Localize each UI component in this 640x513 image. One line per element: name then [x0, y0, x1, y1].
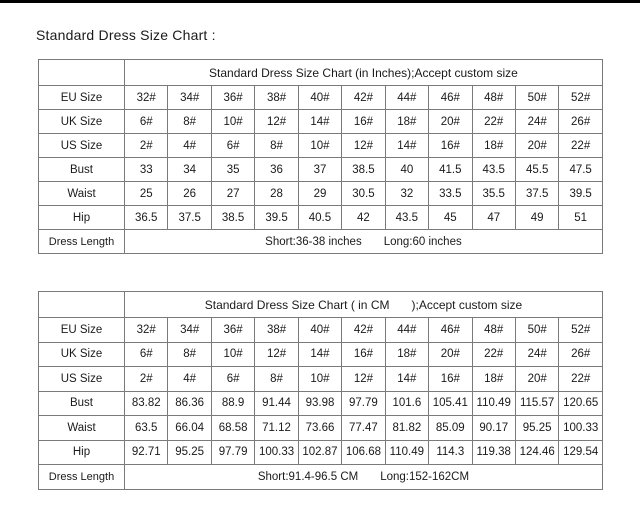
- size-cell: 6#: [125, 110, 168, 134]
- size-cell: 16#: [429, 134, 472, 158]
- measure-cell: 110.49: [472, 391, 515, 416]
- size-cell: 22#: [472, 110, 515, 134]
- table-row: [39, 182, 603, 206]
- size-cell: 6#: [211, 367, 254, 392]
- measure-cell: 102.87: [298, 440, 341, 465]
- page-title: Standard Dress Size Chart :: [36, 27, 216, 43]
- measure-cell: 35.5: [472, 182, 515, 206]
- measure-cell: 41.5: [429, 158, 472, 182]
- measure-cell: 77.47: [342, 416, 385, 441]
- measure-cell: 43.5: [385, 206, 428, 230]
- size-cell: 42#: [342, 86, 385, 110]
- measure-cell: 40: [385, 158, 428, 182]
- row-label: Waist: [39, 416, 125, 441]
- measure-cell: 97.79: [342, 391, 385, 416]
- corner-cell: [39, 60, 125, 86]
- measure-cell: 95.25: [168, 440, 211, 465]
- table-row: [39, 206, 603, 230]
- size-cell: 36#: [211, 318, 254, 343]
- measure-cell: 101.6: [385, 391, 428, 416]
- size-cell: 4#: [168, 134, 211, 158]
- measure-cell: 97.79: [211, 440, 254, 465]
- size-cell: 22#: [559, 367, 603, 392]
- measure-cell: 68.58: [211, 416, 254, 441]
- measure-cell: 38.5: [342, 158, 385, 182]
- row-label: US Size: [39, 134, 125, 158]
- table-row: [39, 86, 603, 110]
- top-border: [0, 0, 640, 3]
- size-cell: 8#: [255, 134, 298, 158]
- measure-cell: 73.66: [298, 416, 341, 441]
- size-cell: 2#: [125, 134, 168, 158]
- size-chart-inches: [38, 59, 603, 254]
- row-label: US Size: [39, 367, 125, 392]
- measure-cell: 85.09: [429, 416, 472, 441]
- dress-length-long: Long:60 inches: [383, 235, 462, 248]
- row-label: Waist: [39, 182, 125, 206]
- measure-cell: 119.38: [472, 440, 515, 465]
- size-cell: 40#: [298, 318, 341, 343]
- size-cell: 20#: [429, 110, 472, 134]
- measure-cell: 29: [298, 182, 341, 206]
- size-cell: 40#: [298, 86, 341, 110]
- row-label: Hip: [39, 440, 125, 465]
- table-row: [39, 134, 603, 158]
- size-cell: 48#: [472, 318, 515, 343]
- size-cell: 16#: [342, 110, 385, 134]
- size-cell: 34#: [168, 318, 211, 343]
- measure-cell: 114.3: [429, 440, 472, 465]
- measure-cell: 91.44: [255, 391, 298, 416]
- measure-cell: 27: [211, 182, 254, 206]
- size-cell: 32#: [125, 86, 168, 110]
- chart-caption: [125, 292, 603, 318]
- dress-length-row: [39, 230, 603, 254]
- measure-cell: 37.5: [515, 182, 558, 206]
- chart-caption: Standard Dress Size Chart (in Inches);Accept custom size: [125, 60, 603, 86]
- measure-cell: 49: [515, 206, 558, 230]
- row-label: Hip: [39, 206, 125, 230]
- dress-length-short: Short:91.4-96.5 CM: [257, 470, 359, 483]
- measure-cell: 124.46: [515, 440, 558, 465]
- measure-cell: 71.12: [255, 416, 298, 441]
- size-cell: 22#: [472, 342, 515, 367]
- size-cell: 24#: [515, 110, 558, 134]
- size-chart-cm: [38, 291, 603, 490]
- size-cell: 50#: [515, 86, 558, 110]
- dress-length-value: [125, 465, 603, 490]
- size-cell: 20#: [429, 342, 472, 367]
- size-cell: 8#: [168, 110, 211, 134]
- chart-caption-part1: Standard Dress Size Chart ( in CM: [204, 297, 390, 312]
- row-label: Bust: [39, 391, 125, 416]
- measure-cell: 40.5: [298, 206, 341, 230]
- size-cell: 16#: [429, 367, 472, 392]
- size-cell: 14#: [385, 134, 428, 158]
- table-row: [39, 342, 603, 367]
- row-label: EU Size: [39, 86, 125, 110]
- dress-length-row: [39, 465, 603, 490]
- size-cell: 20#: [515, 367, 558, 392]
- size-cell: 52#: [559, 318, 603, 343]
- size-cell: 26#: [559, 342, 603, 367]
- measure-cell: 34: [168, 158, 211, 182]
- measure-cell: 37.5: [168, 206, 211, 230]
- size-cell: 38#: [255, 86, 298, 110]
- measure-cell: 33: [125, 158, 168, 182]
- measure-cell: 63.5: [125, 416, 168, 441]
- measure-cell: 100.33: [559, 416, 603, 441]
- measure-cell: 30.5: [342, 182, 385, 206]
- size-cell: 2#: [125, 367, 168, 392]
- measure-cell: 115.57: [515, 391, 558, 416]
- size-cell: 10#: [211, 342, 254, 367]
- dress-length-value: [125, 230, 603, 254]
- measure-cell: 35: [211, 158, 254, 182]
- size-cell: 52#: [559, 86, 603, 110]
- measure-cell: 25: [125, 182, 168, 206]
- size-cell: 8#: [168, 342, 211, 367]
- size-cell: 4#: [168, 367, 211, 392]
- size-cell: 20#: [515, 134, 558, 158]
- dress-length-label: Dress Length: [39, 230, 125, 254]
- size-cell: 10#: [298, 367, 341, 392]
- size-cell: 10#: [211, 110, 254, 134]
- dress-length-long: Long:152-162CM: [380, 470, 470, 483]
- measure-cell: 83.82: [125, 391, 168, 416]
- size-cell: 18#: [385, 342, 428, 367]
- measure-cell: 95.25: [515, 416, 558, 441]
- table-row: [39, 367, 603, 392]
- measure-cell: 33.5: [429, 182, 472, 206]
- measure-cell: 45: [429, 206, 472, 230]
- measure-cell: 36.5: [125, 206, 168, 230]
- size-cell: 12#: [342, 134, 385, 158]
- size-cell: 36#: [211, 86, 254, 110]
- measure-cell: 106.68: [342, 440, 385, 465]
- size-cell: 48#: [472, 86, 515, 110]
- size-cell: 16#: [342, 342, 385, 367]
- size-cell: 46#: [429, 318, 472, 343]
- measure-cell: 45.5: [515, 158, 558, 182]
- corner-cell: [39, 292, 125, 318]
- size-cell: 24#: [515, 342, 558, 367]
- table-row: [39, 318, 603, 343]
- measure-cell: 100.33: [255, 440, 298, 465]
- chart-caption-part2: );Accept custom size: [411, 297, 523, 312]
- measure-cell: 32: [385, 182, 428, 206]
- table-row: [39, 440, 603, 465]
- measure-cell: 51: [559, 206, 603, 230]
- size-cell: 12#: [255, 110, 298, 134]
- measure-cell: 66.04: [168, 416, 211, 441]
- size-cell: 12#: [255, 342, 298, 367]
- measure-cell: 110.49: [385, 440, 428, 465]
- measure-cell: 92.71: [125, 440, 168, 465]
- size-cell: 46#: [429, 86, 472, 110]
- size-cell: 6#: [125, 342, 168, 367]
- size-cell: 44#: [385, 86, 428, 110]
- measure-cell: 81.82: [385, 416, 428, 441]
- measure-cell: 38.5: [211, 206, 254, 230]
- measure-cell: 86.36: [168, 391, 211, 416]
- size-cell: 18#: [385, 110, 428, 134]
- measure-cell: 88.9: [211, 391, 254, 416]
- table-row: [39, 158, 603, 182]
- size-cell: 12#: [342, 367, 385, 392]
- size-cell: 44#: [385, 318, 428, 343]
- size-cell: 18#: [472, 367, 515, 392]
- size-cell: 26#: [559, 110, 603, 134]
- measure-cell: 37: [298, 158, 341, 182]
- measure-cell: 105.41: [429, 391, 472, 416]
- size-cell: 18#: [472, 134, 515, 158]
- measure-cell: 26: [168, 182, 211, 206]
- size-cell: 38#: [255, 318, 298, 343]
- size-cell: 42#: [342, 318, 385, 343]
- measure-cell: 39.5: [559, 182, 603, 206]
- measure-cell: 47: [472, 206, 515, 230]
- dress-length-short: Short:36-38 inches: [265, 235, 362, 248]
- size-cell: 14#: [385, 367, 428, 392]
- measure-cell: 90.17: [472, 416, 515, 441]
- size-cell: 50#: [515, 318, 558, 343]
- measure-cell: 28: [255, 182, 298, 206]
- row-label: UK Size: [39, 110, 125, 134]
- measure-cell: 93.98: [298, 391, 341, 416]
- table-row: [39, 391, 603, 416]
- size-cell: 34#: [168, 86, 211, 110]
- measure-cell: 47.5: [559, 158, 603, 182]
- dress-length-label: Dress Length: [39, 465, 125, 490]
- measure-cell: 120.65: [559, 391, 603, 416]
- measure-cell: 129.54: [559, 440, 603, 465]
- size-cell: 14#: [298, 342, 341, 367]
- row-label: EU Size: [39, 318, 125, 343]
- size-cell: 32#: [125, 318, 168, 343]
- row-label: UK Size: [39, 342, 125, 367]
- measure-cell: 39.5: [255, 206, 298, 230]
- size-cell: 22#: [559, 134, 603, 158]
- size-cell: 6#: [211, 134, 254, 158]
- size-cell: 10#: [298, 134, 341, 158]
- measure-cell: 36: [255, 158, 298, 182]
- size-cell: 14#: [298, 110, 341, 134]
- table-row: [39, 110, 603, 134]
- table-row: [39, 416, 603, 441]
- size-cell: 8#: [255, 367, 298, 392]
- row-label: Bust: [39, 158, 125, 182]
- measure-cell: 42: [342, 206, 385, 230]
- measure-cell: 43.5: [472, 158, 515, 182]
